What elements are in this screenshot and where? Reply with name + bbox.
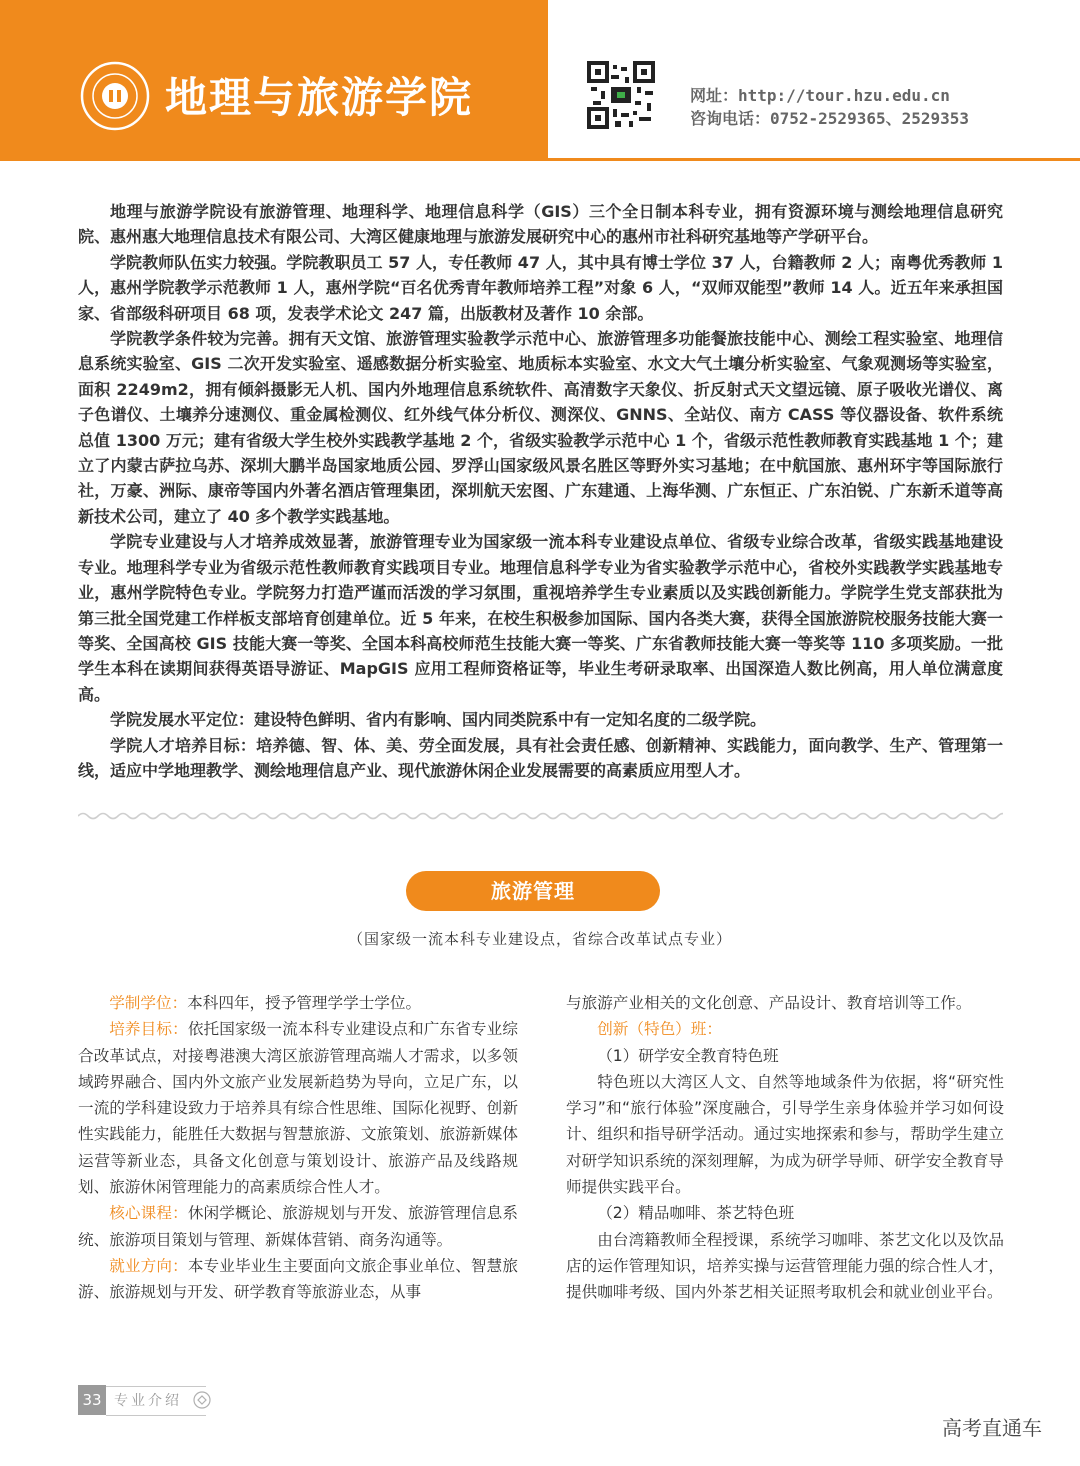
degree-paragraph [78, 990, 518, 1016]
courses-paragraph [78, 1200, 518, 1253]
university-logo-icon [80, 61, 150, 131]
degree-label: 学制学位： [109, 994, 188, 1012]
header-divider [0, 158, 1080, 161]
class1-text: 特色班以大湾区人文、自然等地域条件为依据，将“研究性学习”和“旅行体验”深度融合，引导学生亲身体验并学习如何设计、组织和指导研学活动。通过实地探索和参与，帮助学生建立对研学知识系统的深刻理解，为成为研学导师、研学安全教育导师提供实践平台。 [566, 1072, 1004, 1197]
intro-paragraph: 学院人才培养目标：培养德、智、体、美、劳全面发展，具有社会责任感、创新精神、实践能力，面向教学、生产、管理第一线，适应中学地理教学、测绘地理信息产业、现代旅游休闲企业发展需要的高素质应用型人才。 [78, 735, 1003, 780]
major-right-column [566, 990, 1004, 1306]
page-number: 33 [78, 1385, 106, 1415]
goal-paragraph [78, 1016, 518, 1200]
qr-code-icon [587, 61, 655, 129]
intro-paragraph: 学院专业建设与人才培养成效显著，旅游管理专业为国家级一流本科专业建设点单位、省级专业综合改革，省级实践基地建设专业。地理科学专业为省级示范性教师教育实践项目专业。地理信息科学专业为省实验教学示范中心，省校外实践教学实践基地专业，惠州学院特色专业。学院努力打造严谨而活泼的学习氛围，重视培养学生专业素质以及实践创新能力。学院学生党支部获批为第三批全国党建工作样板支部培育创建单位。近 5 年来，在校生积极参加国际、国内各类大赛，获得全国旅游院校服务技能大赛一等奖、全国高校 GIS 技能大赛一等奖、全国本科高校师范生技能大赛一等奖、广东省教师技能大赛一等奖等 110 多项奖励。一批学生本科在读期间获得英语导游证、MapGIS 应用工程师资格证等，毕业生考研录取率、出国深造人数比例高，用人单位满意度高。 [78, 532, 1003, 704]
major-left-column [78, 990, 518, 1306]
phone-number: 咨询电话：0752-2529365、2529353 [690, 109, 970, 128]
degree-text: 本科四年，授予管理学学士学位。 [187, 994, 422, 1012]
watermark-text: 高考直通车 [942, 1416, 1042, 1440]
goal-label: 培养目标： [109, 1020, 188, 1039]
special-class-label [566, 1016, 1004, 1042]
class2-text: 由台湾籍教师全程授课，系统学习咖啡、茶艺文化以及饮品店的运作管理知识，培养实操与运营管理能力强的综合性人才，提供咖啡考级、国内外茶艺相关证照考取机会和就业创业平台。 [566, 1230, 1004, 1302]
intro-section [78, 199, 1003, 783]
courses-label: 核心课程： [109, 1204, 188, 1223]
intro-paragraph: 学院教师队伍实力较强。学院教职员工 57 人，专任教师 47 人，其中具有博士学位 37 人，台籍教师 2 人；南粤优秀教师 1 人，惠州学院教学示范教师 1 人，惠州学院“百名优秀青年教师培养工程”对象 6 人，“双师双能型”教师 14 人。近五年来承担国家、省部级科研项目 68 项，发表学术论文 247 篇，出版教材及著作 10 余部。 [78, 252, 1003, 323]
college-name: 地理与旅游学院 [165, 73, 474, 122]
goal-text: 依托国家级一流本科专业建设点和广东省专业综合改革试点，对接粤港澳大湾区旅游管理高端人才需求，以多领域跨界融合、国内外文旅产业发展新趋势为导向，立足广东，以一流的学科建设致力于培养具有综合性思维、国际化视野、创新性实践能力，能胜任大数据与智慧旅游、文旅策划、旅游新媒体运营等新业态，具备文化创意与策划设计、旅游产品及线路规划、旅游休闲管理能力的高素质综合性人才。 [78, 1020, 518, 1197]
career-continued: 与旅游产业相关的文化创意、产品设计、教育培训等工作。 [566, 994, 972, 1012]
special-class-heading: 创新（特色）班： [597, 1020, 722, 1039]
career-text: 本专业毕业生主要面向文旅企事业单位、智慧旅游、旅游规划与开发、研学教育等旅游业态，从事 [78, 1256, 518, 1302]
website-url: 网址：http://tour.hzu.edu.cn [690, 86, 950, 105]
wave-divider [78, 810, 1003, 822]
class2-title: （2）精品咖啡、茶艺特色班 [597, 1204, 795, 1223]
intro-paragraph: 学院教学条件较为完善。拥有天文馆、旅游管理实验教学示范中心、旅游管理多功能餐旅技能中心、测绘工程实验室、地理信息系统实验室、GIS 二次开发实验室、遥感数据分析实验室、地质标本实验室、水文大气土壤分析实验室、气象观测场等实验室，面积 2249m2，拥有倾斜摄影无人机、国内外地理信息系统软件、高清数字天象仪、折反射式天文望远镜、原子吸收光谱仪、离子色谱仪、土壤养分速测仪、重金属检测仪、红外线气体分析仪、测深仪、GNNS、全站仪、南方 CASS 等仪器设备、软件系统总值 1300 万元；建有省级大学生校外实践教学基地 2 个，省级实验教学示范中心 1 个，省级示范性教师教育实践基地 1 个；建立了内蒙古萨拉乌苏、深圳大鹏半岛国家地质公园、罗浮山国家级风景名胜区等野外实习基地；在中航国旅、惠州环宇等国际旅行社，万豪、洲际、康帝等国内外著名酒店管理集团，深圳航天宏图、广东建通、上海华测、广东恒正、广东泊锐、广东新禾道等高新技术公司，建立了 40 多个教学实践基地。 [78, 329, 1003, 526]
footer-ornament-icon [193, 1391, 211, 1409]
intro-paragraph: 地理与旅游学院设有旅游管理、地理科学、地理信息科学（GIS）三个全日制本科专业，拥有资源环境与测绘地理信息研究院、惠州惠大地理信息技术有限公司、大湾区健康地理与旅游发展研究中心的惠州市社科研究基地等产学研平台。 [78, 202, 1003, 247]
intro-paragraph: 学院发展水平定位：建设特色鲜明、省内有影响、国内同类院系中有一定知名度的二级学院。 [110, 710, 767, 730]
major-subtitle: （国家级一流本科专业建设点，省综合改革试点专业） [347, 930, 732, 948]
contact-info [690, 84, 969, 130]
class1-title: （1）研学安全教育特色班 [597, 1046, 779, 1065]
section-label: 专业介绍 [114, 1393, 182, 1409]
career-label: 就业方向： [109, 1256, 188, 1275]
career-paragraph [78, 1253, 518, 1306]
major-title-badge: 旅游管理 [406, 871, 660, 911]
header-banner [0, 0, 548, 158]
courses-text: 休闲学概论、旅游规划与开发、旅游管理信息系统、旅游项目策划与管理、新媒体营销、商务沟通等。 [78, 1204, 518, 1249]
